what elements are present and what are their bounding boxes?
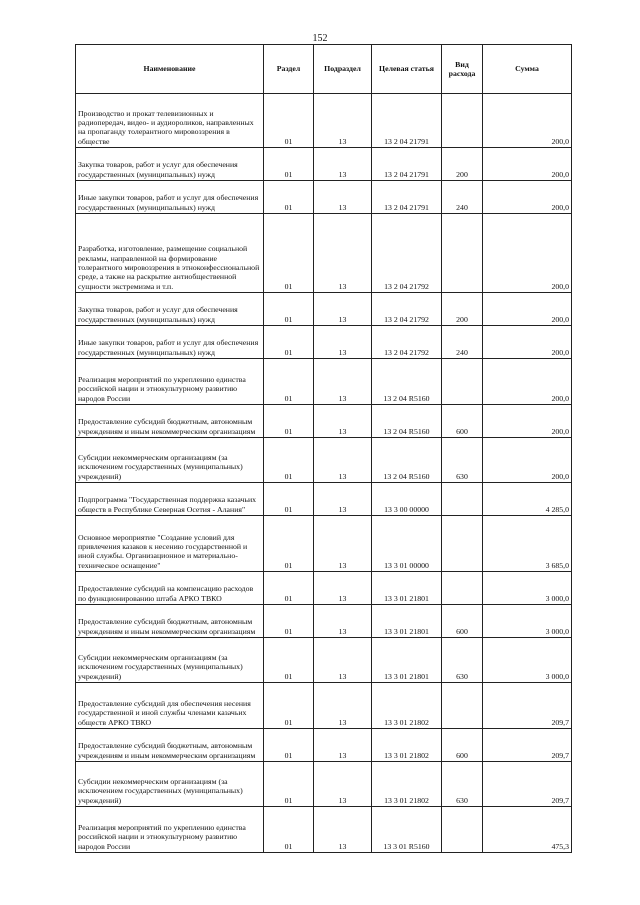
cell-expense-type	[442, 572, 483, 605]
table-body	[76, 94, 572, 853]
cell-name: Предоставление субсидий на компенсацию расходов по функционированию штаба АРКО ТВКО	[76, 572, 264, 605]
table-row	[76, 762, 572, 807]
cell-amount: 3 685,0	[483, 516, 572, 572]
cell-amount: 200,0	[483, 148, 572, 181]
cell-subsection: 13	[314, 572, 372, 605]
cell-name: Производство и прокат телевизионных и радиопередач, видео- и аудиороликов, направленных на пропаганду толерантного мировоззрения в обществе	[76, 94, 264, 148]
cell-name: Предоставление субсидий для обеспечения несения государственной и иной службы членами казачьих обществ АРКО ТВКО	[76, 683, 264, 729]
page-number: 152	[312, 33, 328, 44]
cell-section: 01	[264, 516, 314, 572]
cell-subsection: 13	[314, 359, 372, 405]
cell-name: Разработка, изготовление, размещение социальной рекламы, направленной на формирование толерантного мировоззрения в этноконфессиональной среде, а также на раскрытие антиобщественной сущности экстремизма и т.п.	[76, 214, 264, 293]
cell-expense-type	[442, 516, 483, 572]
cell-expense-type: 630	[442, 762, 483, 807]
cell-target-article: 13 2 04 21792	[372, 326, 442, 359]
cell-target-article: 13 2 04 21791	[372, 94, 442, 148]
cell-amount: 200,0	[483, 94, 572, 148]
table-row	[76, 438, 572, 483]
table-row	[76, 148, 572, 181]
cell-subsection: 13	[314, 405, 372, 438]
header-amount: Сумма	[483, 45, 572, 94]
table-row	[76, 638, 572, 683]
header-name: Наименование	[76, 45, 264, 94]
cell-expense-type: 630	[442, 638, 483, 683]
cell-subsection: 13	[314, 605, 372, 638]
cell-subsection: 13	[314, 638, 372, 683]
cell-target-article: 13 3 01 00000	[372, 516, 442, 572]
cell-expense-type: 240	[442, 181, 483, 214]
header-section: Раздел	[264, 45, 314, 94]
cell-target-article: 13 3 01 21801	[372, 605, 442, 638]
cell-amount: 200,0	[483, 438, 572, 483]
cell-section: 01	[264, 438, 314, 483]
table-row	[76, 729, 572, 762]
cell-amount: 4 285,0	[483, 483, 572, 516]
cell-expense-type: 630	[442, 438, 483, 483]
cell-expense-type: 600	[442, 729, 483, 762]
table-row	[76, 572, 572, 605]
cell-name: Субсидии некоммерческим организациям (за исключением государственных (муниципальных) учреждений)	[76, 762, 264, 807]
table-row	[76, 405, 572, 438]
cell-section: 01	[264, 729, 314, 762]
cell-amount: 200,0	[483, 293, 572, 326]
cell-target-article: 13 2 04 21792	[372, 293, 442, 326]
cell-subsection: 13	[314, 516, 372, 572]
cell-name: Предоставление субсидий бюджетным, автономным учреждениям и иным некоммерческим организациям	[76, 605, 264, 638]
cell-amount: 209,7	[483, 683, 572, 729]
cell-subsection: 13	[314, 483, 372, 516]
budget-table	[75, 44, 572, 853]
cell-section: 01	[264, 359, 314, 405]
cell-amount: 200,0	[483, 181, 572, 214]
cell-target-article: 13 2 04 R5160	[372, 359, 442, 405]
table-row	[76, 605, 572, 638]
cell-subsection: 13	[314, 326, 372, 359]
cell-section: 01	[264, 605, 314, 638]
cell-amount: 200,0	[483, 326, 572, 359]
cell-target-article: 13 3 01 21801	[372, 638, 442, 683]
table-row	[76, 214, 572, 293]
cell-section: 01	[264, 326, 314, 359]
cell-name: Основное мероприятие "Создание условий для привлечения казаков к несению государственной и иной службы. Организационное и материально-техническое оснащение"	[76, 516, 264, 572]
cell-section: 01	[264, 293, 314, 326]
cell-subsection: 13	[314, 729, 372, 762]
cell-section: 01	[264, 638, 314, 683]
cell-target-article: 13 2 04 21792	[372, 214, 442, 293]
cell-section: 01	[264, 683, 314, 729]
cell-target-article: 13 3 01 21802	[372, 729, 442, 762]
cell-name: Реализация мероприятий по укреплению единства российской нации и этнокультурному развитию народов России	[76, 807, 264, 853]
cell-expense-type	[442, 483, 483, 516]
table-row	[76, 516, 572, 572]
table-row	[76, 359, 572, 405]
cell-expense-type	[442, 359, 483, 405]
cell-expense-type: 200	[442, 293, 483, 326]
cell-subsection: 13	[314, 807, 372, 853]
cell-expense-type: 240	[442, 326, 483, 359]
cell-target-article: 13 2 04 21791	[372, 148, 442, 181]
cell-amount: 200,0	[483, 359, 572, 405]
cell-section: 01	[264, 572, 314, 605]
cell-expense-type: 600	[442, 405, 483, 438]
cell-subsection: 13	[314, 94, 372, 148]
cell-amount: 209,7	[483, 729, 572, 762]
cell-name: Иные закупки товаров, работ и услуг для обеспечения государственных (муниципальных) нужд	[76, 181, 264, 214]
cell-target-article: 13 2 04 R5160	[372, 405, 442, 438]
table-header	[76, 45, 572, 94]
cell-amount: 209,7	[483, 762, 572, 807]
cell-section: 01	[264, 214, 314, 293]
table-row	[76, 326, 572, 359]
cell-subsection: 13	[314, 438, 372, 483]
cell-name: Субсидии некоммерческим организациям (за исключением государственных (муниципальных) учреждений)	[76, 638, 264, 683]
cell-section: 01	[264, 405, 314, 438]
cell-name: Закупка товаров, работ и услуг для обеспечения государственных (муниципальных) нужд	[76, 293, 264, 326]
cell-subsection: 13	[314, 293, 372, 326]
cell-name: Предоставление субсидий бюджетным, автономным учреждениям и иным некоммерческим организациям	[76, 405, 264, 438]
cell-target-article: 13 2 04 21791	[372, 181, 442, 214]
cell-section: 01	[264, 762, 314, 807]
cell-amount: 3 000,0	[483, 572, 572, 605]
cell-section: 01	[264, 94, 314, 148]
cell-name: Реализация мероприятий по укреплению единства российской нации и этнокультурному развитию народов России	[76, 359, 264, 405]
table-row	[76, 94, 572, 148]
cell-name: Предоставление субсидий бюджетным, автономным учреждениям и иным некоммерческим организациям	[76, 729, 264, 762]
cell-name: Подпрограмма "Государственная поддержка казачьих обществ в Республике Северная Осетия - Алания"	[76, 483, 264, 516]
cell-subsection: 13	[314, 181, 372, 214]
table-row	[76, 181, 572, 214]
cell-target-article: 13 3 01 21801	[372, 572, 442, 605]
cell-target-article: 13 2 04 R5160	[372, 438, 442, 483]
header-expense-type: Вид расхода	[442, 45, 483, 94]
cell-expense-type	[442, 683, 483, 729]
cell-target-article: 13 3 01 21802	[372, 683, 442, 729]
table-row	[76, 293, 572, 326]
cell-target-article: 13 3 00 00000	[372, 483, 442, 516]
cell-expense-type	[442, 94, 483, 148]
header-target-article: Целевая статья	[372, 45, 442, 94]
cell-amount: 3 000,0	[483, 605, 572, 638]
cell-expense-type: 200	[442, 148, 483, 181]
cell-amount: 200,0	[483, 405, 572, 438]
header-subsection: Подраздел	[314, 45, 372, 94]
cell-section: 01	[264, 807, 314, 853]
cell-expense-type	[442, 807, 483, 853]
cell-name: Закупка товаров, работ и услуг для обеспечения государственных (муниципальных) нужд	[76, 148, 264, 181]
cell-target-article: 13 3 01 R5160	[372, 807, 442, 853]
cell-target-article: 13 3 01 21802	[372, 762, 442, 807]
cell-amount: 200,0	[483, 214, 572, 293]
cell-expense-type: 600	[442, 605, 483, 638]
cell-section: 01	[264, 483, 314, 516]
cell-expense-type	[442, 214, 483, 293]
table-row	[76, 807, 572, 853]
cell-subsection: 13	[314, 214, 372, 293]
cell-name: Субсидии некоммерческим организациям (за исключением государственных (муниципальных) учреждений)	[76, 438, 264, 483]
table-row	[76, 683, 572, 729]
cell-amount: 3 000,0	[483, 638, 572, 683]
cell-subsection: 13	[314, 683, 372, 729]
cell-name: Иные закупки товаров, работ и услуг для обеспечения государственных (муниципальных) нужд	[76, 326, 264, 359]
cell-subsection: 13	[314, 148, 372, 181]
cell-section: 01	[264, 148, 314, 181]
cell-subsection: 13	[314, 762, 372, 807]
cell-amount: 475,3	[483, 807, 572, 853]
table-row	[76, 483, 572, 516]
cell-section: 01	[264, 181, 314, 214]
